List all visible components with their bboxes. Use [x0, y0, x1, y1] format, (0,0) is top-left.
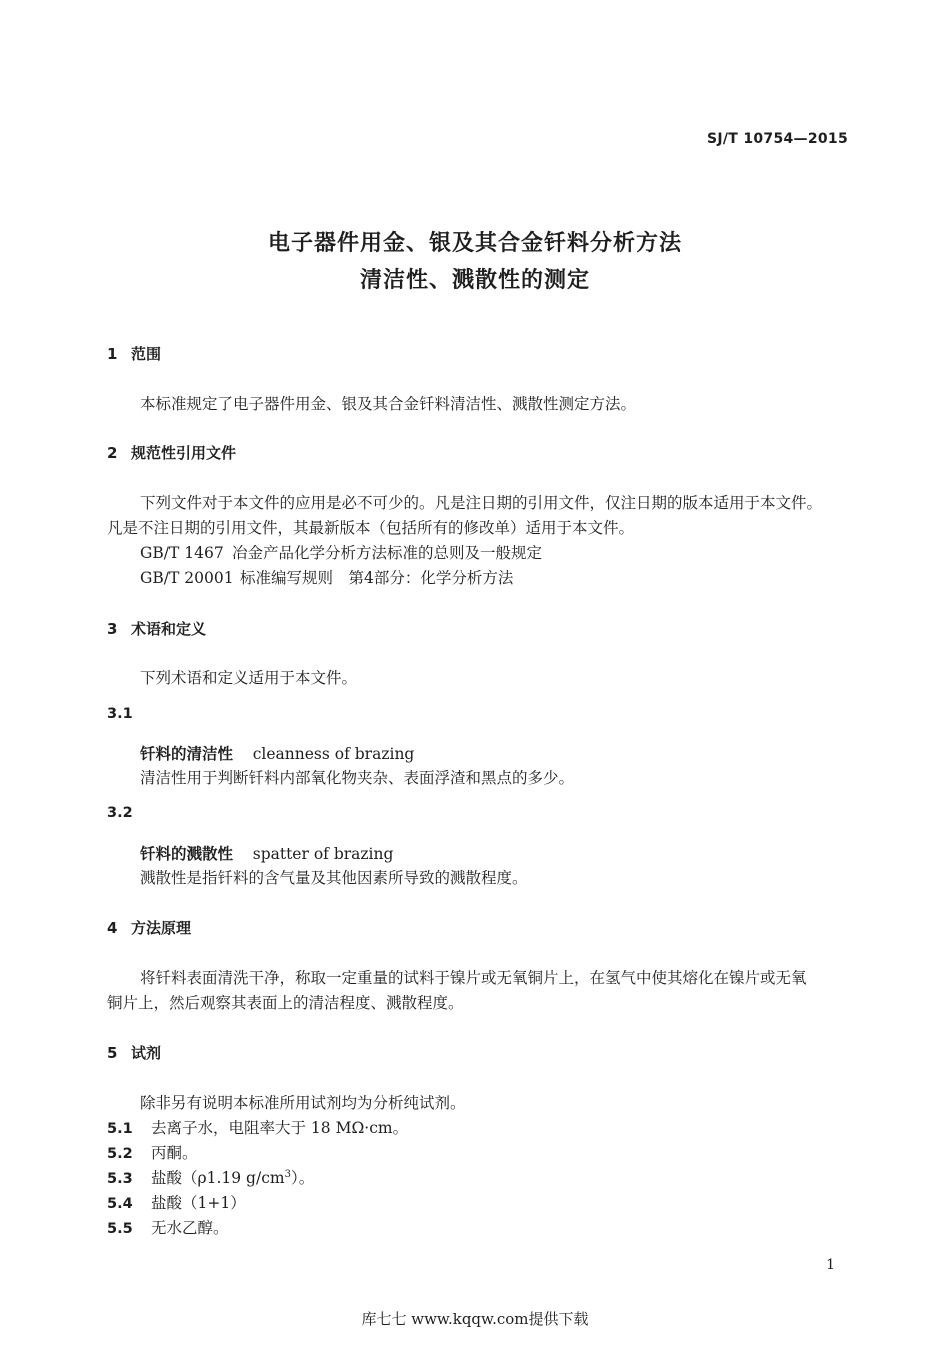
- term-en: spatter of brazing: [252, 845, 394, 863]
- download-footer: 库七七 www.kqqw.com提供下载: [361, 1310, 589, 1328]
- section-4-heading: [107, 917, 191, 938]
- reagent-text: 盐酸（1+1）: [151, 1194, 246, 1212]
- section-title: 范围: [131, 345, 162, 363]
- reagent-number: 5.4: [107, 1196, 133, 1212]
- reagent-number: 5.1: [107, 1121, 133, 1137]
- section-3-body: 下列术语和定义适用于本文件。: [140, 669, 358, 687]
- section-5-body: 除非另有说明本标准所用试剂均为分析纯试剂。: [140, 1094, 466, 1112]
- section-2-body-line2: 凡是不注日期的引用文件，其最新版本（包括所有的修改单）适用于本文件。: [107, 519, 635, 537]
- section-number: 1: [107, 345, 118, 363]
- reference-title: 冶金产品化学分析方法标准的总则及一般规定: [232, 544, 543, 562]
- term-definition: 清洁性用于判断钎料内部氧化物夹杂、表面浮渣和黑点的多少。: [140, 769, 575, 787]
- section-5-heading: [107, 1042, 161, 1063]
- section-4-body-line2: 铜片上，然后观察其表面上的清洁程度、溅散程度。: [107, 994, 464, 1012]
- term-cn: 钎料的清洁性: [140, 744, 234, 763]
- reagent-item: [107, 1116, 408, 1138]
- standard-code: SJ/T 10754—2015: [707, 131, 848, 147]
- reagent-item: [107, 1191, 246, 1213]
- reagent-number: 5.2: [107, 1146, 133, 1162]
- reagent-text: 无水乙醇。: [151, 1219, 229, 1237]
- section-1-body: 本标准规定了电子器件用金、银及其合金钎料清洁性、溅散性测定方法。: [140, 395, 637, 413]
- reagent-text-end: ）。: [290, 1169, 315, 1187]
- reagent-text: 去离子水，电阻率大于 18 MΩ·cm。: [151, 1119, 409, 1137]
- document-title-line1: 电子器件用金、银及其合金钎料分析方法: [267, 230, 682, 256]
- reagent-item: [107, 1141, 198, 1163]
- section-number: 3: [107, 620, 118, 638]
- superscript: 3: [284, 1168, 291, 1180]
- reference-code: GB/T 20001: [140, 569, 234, 587]
- page-number: 1: [826, 1257, 835, 1273]
- section-title: 规范性引用文件: [131, 444, 237, 462]
- section-3-heading: [107, 618, 206, 639]
- reagent-item: [107, 1216, 229, 1238]
- reference-title: 标准编写规则 第4部分：化学分析方法: [240, 569, 514, 587]
- document-title-line2: 清洁性、溅散性的测定: [359, 267, 590, 293]
- term-definition: 溅散性是指钎料的含气量及其他因素所导致的溅散程度。: [140, 869, 528, 887]
- reagent-number: 5.5: [107, 1221, 133, 1237]
- reagent-item: [107, 1166, 314, 1188]
- section-2-heading: [107, 442, 236, 463]
- section-2-body-line1: 下列文件对于本文件的应用是必不可少的。凡是注日期的引用文件，仅注日期的版本适用于本文件。: [140, 494, 823, 512]
- term-en: cleanness of brazing: [252, 745, 415, 763]
- reagent-text: 丙酮。: [151, 1144, 198, 1162]
- section-title: 方法原理: [131, 919, 192, 937]
- term-heading: [140, 842, 393, 864]
- section-1-heading: [107, 343, 161, 364]
- section-number: 4: [107, 919, 118, 937]
- reference-item: [140, 541, 542, 563]
- reference-item: [140, 566, 513, 588]
- section-number: 2: [107, 444, 118, 462]
- section-title: 试剂: [131, 1044, 162, 1062]
- section-number: 5: [107, 1044, 118, 1062]
- reagent-number: 5.3: [107, 1171, 133, 1187]
- term-number: 3.1: [107, 706, 133, 722]
- term-number: 3.2: [107, 805, 133, 821]
- reagent-text: 盐酸（ρ1.19 g/cm: [151, 1169, 285, 1187]
- term-cn: 钎料的溅散性: [140, 844, 234, 863]
- term-heading: [140, 742, 414, 764]
- section-4-body-line1: 将钎料表面清洗干净，称取一定重量的试料于镍片或无氧铜片上，在氢气中使其熔化在镍片或无氧: [140, 969, 807, 987]
- reference-code: GB/T 1467: [140, 544, 224, 562]
- section-title: 术语和定义: [131, 620, 207, 638]
